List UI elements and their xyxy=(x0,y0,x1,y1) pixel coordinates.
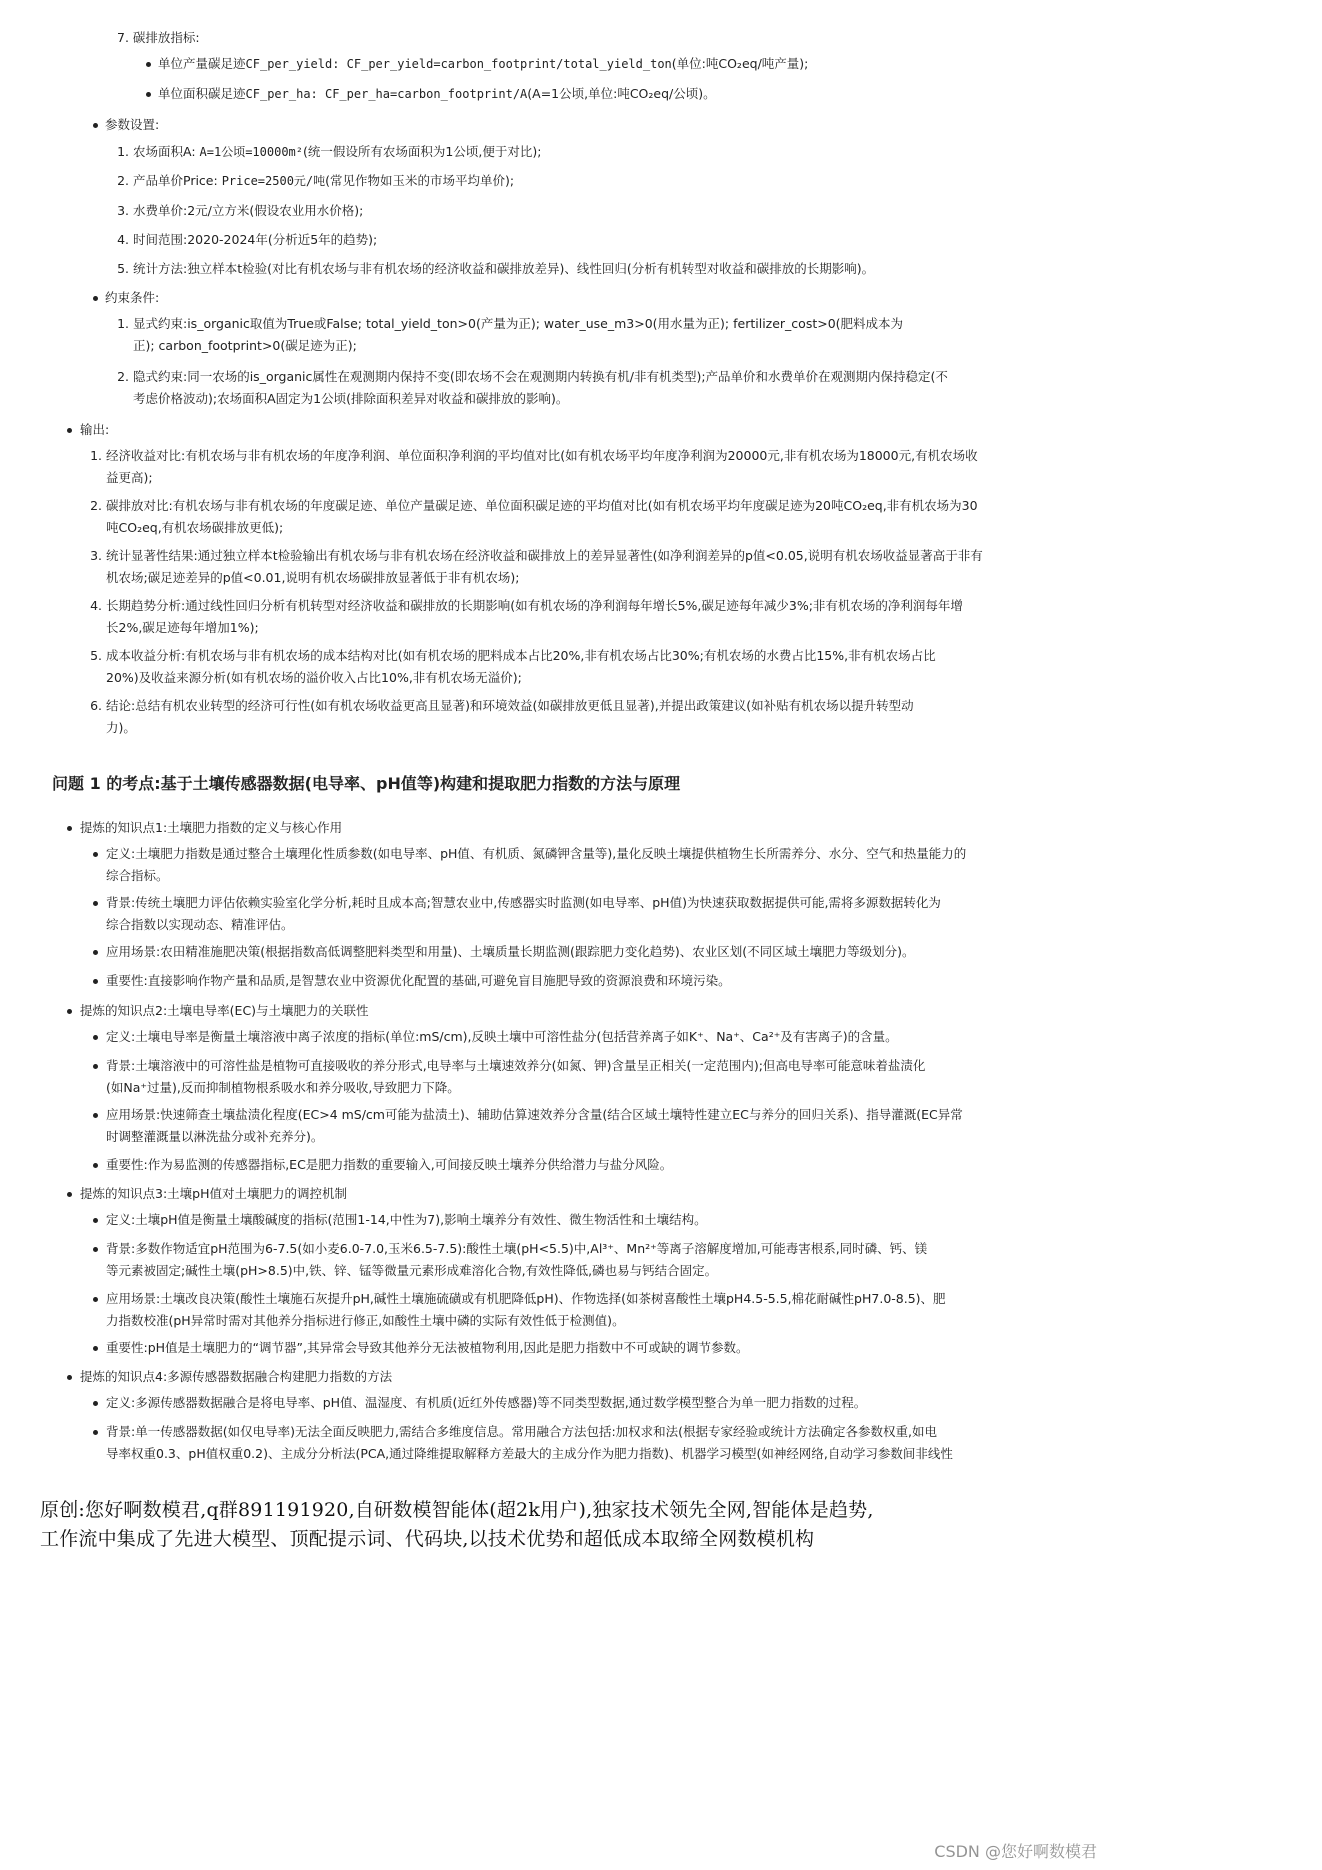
knowledge-1-item-3: 应用场景:农田精准施肥决策(根据指数高低调整肥料类型和用量)、土壤质量长期监测(跟踪肥力变化趋势)、农业区划(不同区域土壤肥力等级划分)。 xyxy=(106,944,915,959)
csdn-watermark: CSDN @您好啊数模君 xyxy=(934,1842,1097,1861)
output-item-1-line1: 经济收益对比:有机农场与非有机农场的年度净利润、单位面积净利润的平均值对比(如有机农场平均年度净利润为20000元,非有机农场为18000元,有机农场收 xyxy=(106,448,978,463)
section7-item-1-code: CF_per_yield: CF_per_yield=carbon_footprint/total_yield_ton xyxy=(245,57,672,71)
knowledge-4-item-1: 定义:多源传感器数据融合是将电导率、pH值、温湿度、有机质(近红外传感器)等不同类型数据,通过数学模型整合为单一肥力指数的过程。 xyxy=(106,1395,867,1410)
knowledge-4-item-2-line2: 导率权重0.3、pH值权重0.2)、主成分分析法(PCA,通过降维提取解释方差最大的主成分作为肥力指数)、机器学习模型(如神经网络,自动学习参数间非线性 xyxy=(106,1446,953,1461)
params-num-2: 2. xyxy=(117,173,129,188)
section-heading: 问题 1 的考点:基于土壤传感器数据(电导率、pH值等)构建和提取肥力指数的方法与原理 xyxy=(52,774,681,793)
author-footer xyxy=(40,1496,1090,1554)
output-item-4-line1: 长期趋势分析:通过线性回归分析有机转型对经济收益和碳排放的长期影响(如有机农场的净利润每年增长5%,碳足迹每年减少3%;非有机农场的净利润每年增 xyxy=(106,598,963,613)
bullet-icon xyxy=(93,950,98,955)
knowledge-3-item-3-line2: 力指数校准(pH异常时需对其他养分指标进行修正,如酸性土壤中磷的实际有效性低于检测值)。 xyxy=(106,1313,625,1328)
constraints-explicit-line1: 显式约束:is_organic取值为True或False; total_yield_ton>0(产量为正); water_use_m3>0(用水量为正); fertilizer_cost>0(肥料成本为 xyxy=(133,316,904,331)
knowledge-1-item-1-line2: 综合指标。 xyxy=(106,868,169,883)
constraints-num-1: 1. xyxy=(117,316,129,331)
bullet-icon xyxy=(93,1035,98,1040)
bullet-icon xyxy=(93,1346,98,1351)
bullet-icon xyxy=(93,1218,98,1223)
params-item-2-note: (常见作物如玉米的市场平均单价); xyxy=(325,173,515,188)
knowledge-3-item-2-line1: 背景:多数作物适宜pH范围为6-7.5(如小麦6.0-7.0,玉米6.5-7.5):酸性土壤(pH<5.5)中,Al³⁺、Mn²⁺等离子溶解度增加,可能毒害根系,同时磷、钙、镁 xyxy=(106,1241,928,1256)
section7-item-2 xyxy=(158,83,716,105)
output-item-1-line2: 益更高); xyxy=(106,470,153,485)
bullet-icon xyxy=(93,1064,98,1069)
section7-item-2-unit: (A=1公顷,单位:吨CO₂eq/公顷)。 xyxy=(527,86,716,101)
bullet-icon xyxy=(93,852,98,857)
output-item-6-line2: 力)。 xyxy=(106,720,136,735)
footer-line-1: 原创:您好啊数模君,q群891191920,自研数模智能体(超2k用户),独家技术领先全网,智能体是趋势, xyxy=(40,1499,874,1521)
bullet-icon xyxy=(93,979,98,984)
knowledge-3-title: 提炼的知识点3:土壤pH值对土壤肥力的调控机制 xyxy=(80,1186,347,1201)
bullet-icon xyxy=(93,1430,98,1435)
section7-item-2-label: 单位面积碳足迹 xyxy=(158,86,246,101)
output-label: 输出: xyxy=(80,422,110,437)
knowledge-1-item-1-line1: 定义:土壤肥力指数是通过整合土壤理化性质参数(如电导率、pH值、有机质、氮磷钾含量等),量化反映土壤提供植物生长所需养分、水分、空气和热量能力的 xyxy=(106,846,967,861)
bullet-icon xyxy=(67,428,72,433)
params-item-1 xyxy=(133,141,541,163)
knowledge-2-item-2-line1: 背景:土壤溶液中的可溶性盐是植物可直接吸收的养分形式,电导率与土壤速效养分(如氮、钾)含量呈正相关(一定范围内);但高电导率可能意味着盐渍化 xyxy=(106,1058,926,1073)
output-item-5-line1: 成本收益分析:有机农场与非有机农场的成本结构对比(如有机农场的肥料成本占比20%,非有机农场占比30%;有机农场的水费占比15%,非有机农场占比 xyxy=(106,648,936,663)
params-item-2-label: 产品单价Price: xyxy=(133,173,222,188)
params-item-5: 统计方法:独立样本t检验(对比有机农场与非有机农场的经济收益和碳排放差异)、线性回归(分析有机转型对收益和碳排放的长期影响)。 xyxy=(133,261,875,276)
knowledge-1-title: 提炼的知识点1:土壤肥力指数的定义与核心作用 xyxy=(80,820,343,835)
output-num-4: 4. xyxy=(90,598,102,613)
knowledge-4-title: 提炼的知识点4:多源传感器数据融合构建肥力指数的方法 xyxy=(80,1369,393,1384)
constraints-label: 约束条件: xyxy=(105,290,160,305)
knowledge-4-item-2-line1: 背景:单一传感器数据(如仅电导率)无法全面反映肥力,需结合多维度信息。常用融合方法包括:加权求和法(根据专家经验或统计方法确定各参数权重,如电 xyxy=(106,1424,938,1439)
bullet-icon xyxy=(67,826,72,831)
params-item-1-note: (统一假设所有农场面积为1公顷,便于对比); xyxy=(303,144,542,159)
knowledge-2-item-1: 定义:土壤电导率是衡量土壤溶液中离子浓度的指标(单位:mS/cm),反映土壤中可溶性盐分(包括营养离子如K⁺、Na⁺、Ca²⁺及有害离子)的含量。 xyxy=(106,1029,898,1044)
knowledge-3-item-4: 重要性:pH值是土壤肥力的“调节器”,其异常会导致其他养分无法被植物利用,因此是肥力指数中不可或缺的调节参数。 xyxy=(106,1340,749,1355)
bullet-icon xyxy=(146,62,151,67)
bullet-icon xyxy=(93,296,98,301)
knowledge-1-item-4: 重要性:直接影响作物产量和品质,是智慧农业中资源优化配置的基础,可避免盲目施肥导致的资源浪费和环境污染。 xyxy=(106,973,731,988)
output-num-5: 5. xyxy=(90,648,102,663)
section7-title: 7. 碳排放指标: xyxy=(117,30,200,45)
output-num-1: 1. xyxy=(90,448,102,463)
knowledge-1-item-2-line1: 背景:传统土壤肥力评估依赖实验室化学分析,耗时且成本高;智慧农业中,传感器实时监测(如电导率、pH值)为快速获取数据提供可能,需将多源数据转化为 xyxy=(106,895,941,910)
knowledge-2-item-3-line1: 应用场景:快速筛查土壤盐渍化程度(EC>4 mS/cm可能为盐渍土)、辅助估算速效养分含量(结合区域土壤特性建立EC与养分的回归关系)、指导灌溉(EC异常 xyxy=(106,1107,963,1122)
bullet-icon xyxy=(93,1113,98,1118)
knowledge-3-item-2-line2: 等元素被固定;碱性土壤(pH>8.5)中,铁、锌、锰等微量元素形成难溶化合物,有效性降低,磷也易与钙结合固定。 xyxy=(106,1263,718,1278)
bullet-icon xyxy=(93,1401,98,1406)
knowledge-2-item-4: 重要性:作为易监测的传感器指标,EC是肥力指数的重要输入,可间接反映土壤养分供给潜力与盐分风险。 xyxy=(106,1157,673,1172)
bullet-icon xyxy=(93,1297,98,1302)
bullet-icon xyxy=(67,1192,72,1197)
params-label: 参数设置: xyxy=(105,117,160,132)
knowledge-1-item-2-line2: 综合指数以实现动态、精准评估。 xyxy=(106,917,294,932)
section7-item-1 xyxy=(158,53,808,75)
params-item-4: 时间范围:2020-2024年(分析近5年的趋势); xyxy=(133,232,378,247)
knowledge-2-item-2-line2: (如Na⁺过量),反而抑制植物根系吸水和养分吸收,导致肥力下降。 xyxy=(106,1080,460,1095)
params-num-5: 5. xyxy=(117,261,129,276)
bullet-icon xyxy=(93,1163,98,1168)
constraints-num-2: 2. xyxy=(117,369,129,384)
knowledge-2-item-3-line2: 时调整灌溉量以淋洗盐分或补充养分)。 xyxy=(106,1129,324,1144)
bullet-icon xyxy=(67,1009,72,1014)
params-item-1-code: A=1公顷=10000m² xyxy=(199,145,304,159)
output-item-4-line2: 长2%,碳足迹每年增加1%); xyxy=(106,620,259,635)
knowledge-2-title: 提炼的知识点2:土壤电导率(EC)与土壤肥力的关联性 xyxy=(80,1003,369,1018)
params-item-3: 水费单价:2元/立方米(假设农业用水价格); xyxy=(133,203,364,218)
knowledge-3-item-3-line1: 应用场景:土壤改良决策(酸性土壤施石灰提升pH,碱性土壤施硫磺或有机肥降低pH)、作物选择(如茶树喜酸性土壤pH4.5-5.5,棉花耐碱性pH7.0-8.5)、肥 xyxy=(106,1291,946,1306)
section7-item-1-unit: (单位:吨CO₂eq/吨产量); xyxy=(671,56,809,71)
constraints-explicit-line2: 正); carbon_footprint>0(碳足迹为正); xyxy=(133,338,357,353)
section7-item-2-code: CF_per_ha: CF_per_ha=carbon_footprint/A xyxy=(245,87,528,101)
params-item-1-label: 农场面积A: xyxy=(133,144,200,159)
bullet-icon xyxy=(93,1247,98,1252)
knowledge-3-item-1: 定义:土壤pH值是衡量土壤酸碱度的指标(范围1-14,中性为7),影响土壤养分有效性、微生物活性和土壤结构。 xyxy=(106,1212,707,1227)
params-item-2-code: Price=2500元/吨 xyxy=(221,174,326,188)
section7-item-1-label: 单位产量碳足迹 xyxy=(158,56,246,71)
output-item-2-line1: 碳排放对比:有机农场与非有机农场的年度碳足迹、单位产量碳足迹、单位面积碳足迹的平均值对比(如有机农场平均年度碳足迹为20吨CO₂eq,非有机农场为30 xyxy=(106,498,978,513)
output-item-2-line2: 吨CO₂eq,有机农场碳排放更低); xyxy=(106,520,284,535)
output-item-6-line1: 结论:总结有机农业转型的经济可行性(如有机农场收益更高且显著)和环境效益(如碳排放更低且显著),并提出政策建议(如补贴有机农场以提升转型动 xyxy=(106,698,914,713)
output-item-3-line1: 统计显著性结果:通过独立样本t检验输出有机农场与非有机农场在经济收益和碳排放上的差异显著性(如净利润差异的p值<0.05,说明有机农场收益显著高于非有 xyxy=(106,548,983,563)
output-num-2: 2. xyxy=(90,498,102,513)
params-num-1: 1. xyxy=(117,144,129,159)
params-num-3: 3. xyxy=(117,203,129,218)
bullet-icon xyxy=(67,1375,72,1380)
output-item-3-line2: 机农场;碳足迹差异的p值<0.01,说明有机农场碳排放显著低于非有机农场); xyxy=(106,570,520,585)
constraints-implicit-line2: 考虑价格波动);农场面积A固定为1公顷(排除面积差异对收益和碳排放的影响)。 xyxy=(133,391,569,406)
bullet-icon xyxy=(146,92,151,97)
params-item-2 xyxy=(133,170,514,192)
bullet-icon xyxy=(93,901,98,906)
params-num-4: 4. xyxy=(117,232,129,247)
footer-line-2: 工作流中集成了先进大模型、顶配提示词、代码块,以技术优势和超低成本取缔全网数模机构 xyxy=(40,1528,815,1550)
bullet-icon xyxy=(93,123,98,128)
output-num-6: 6. xyxy=(90,698,102,713)
output-num-3: 3. xyxy=(90,548,102,563)
constraints-implicit-line1: 隐式约束:同一农场的is_organic属性在观测期内保持不变(即农场不会在观测期内转换有机/非有机类型);产品单价和水费单价在观测期内保持稳定(不 xyxy=(133,369,948,384)
output-item-5-line2: 20%)及收益来源分析(如有机农场的溢价收入占比10%,非有机农场无溢价); xyxy=(106,670,522,685)
